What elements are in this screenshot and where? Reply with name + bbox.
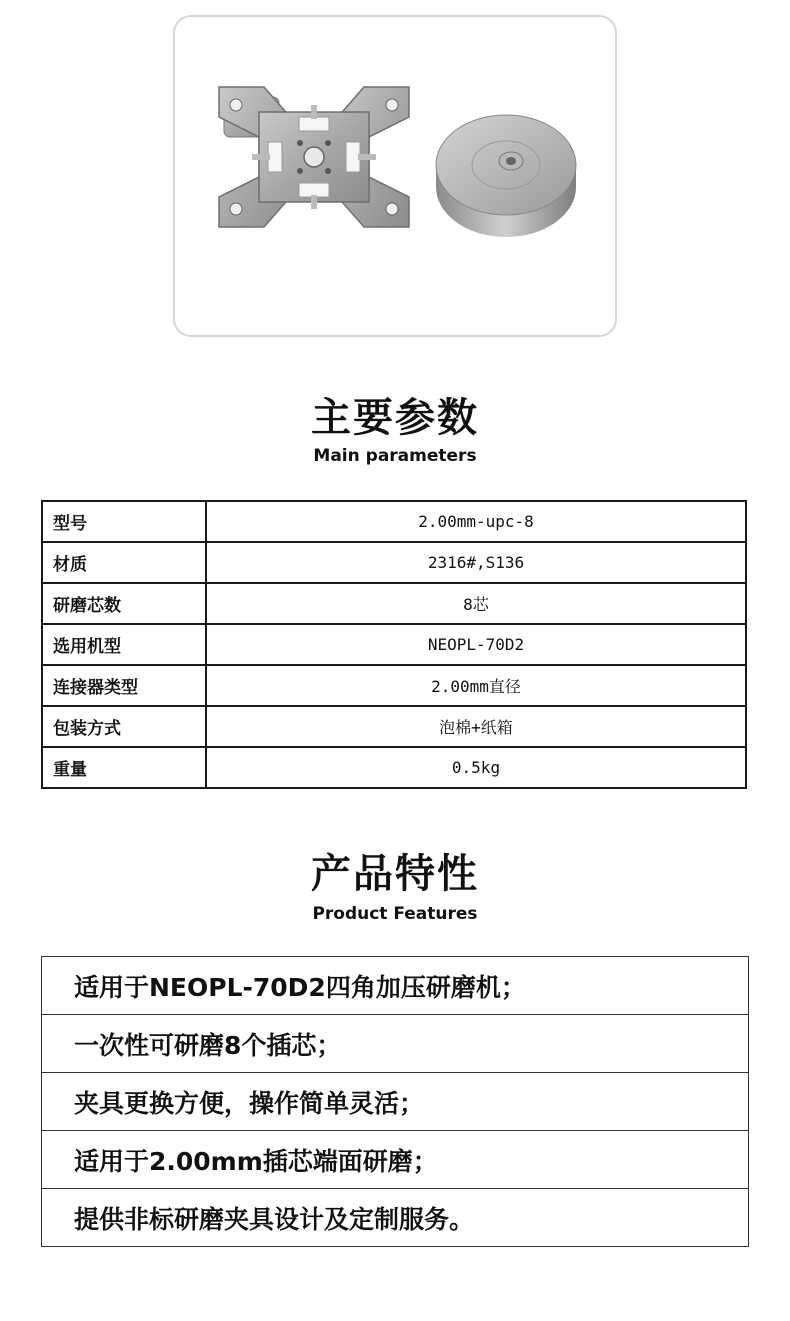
param-value: 2316#,S136	[206, 542, 746, 583]
param-value: 泡棉+纸箱	[206, 706, 746, 747]
table-row	[42, 706, 746, 747]
param-label: 选用机型	[42, 624, 206, 665]
polishing-fixture	[219, 87, 409, 227]
table-row	[42, 665, 746, 706]
product-photo	[175, 17, 615, 335]
list-item	[42, 1073, 749, 1131]
param-label: 连接器类型	[42, 665, 206, 706]
parameters-table	[41, 500, 747, 789]
param-value: NEOPL-70D2	[206, 624, 746, 665]
feature-text: 适用于2.00mm插芯端面研磨；	[42, 1131, 749, 1189]
feature-text: 适用于NEOPL-70D2四角加压研磨机；	[42, 957, 749, 1015]
param-value: 8芯	[206, 583, 746, 624]
list-item	[42, 1189, 749, 1247]
product-photo-card	[173, 15, 617, 337]
param-label: 材质	[42, 542, 206, 583]
product-features-title-en: Product Features	[312, 904, 478, 924]
param-value: 2.00mm-upc-8	[206, 501, 746, 542]
feature-text: 夹具更换方便，操作简单灵活；	[42, 1073, 749, 1131]
list-item	[42, 957, 749, 1015]
features-table	[41, 956, 749, 1247]
param-label: 重量	[42, 747, 206, 788]
param-value: 2.00mm直径	[206, 665, 746, 706]
param-value: 0.5kg	[206, 747, 746, 788]
list-item	[42, 1131, 749, 1189]
table-row	[42, 583, 746, 624]
param-label: 型号	[42, 501, 206, 542]
list-item	[42, 1015, 749, 1073]
table-row	[42, 542, 746, 583]
table-row	[42, 501, 746, 542]
feature-text: 一次性可研磨8个插芯；	[42, 1015, 749, 1073]
param-label: 包装方式	[42, 706, 206, 747]
table-row	[42, 624, 746, 665]
param-label: 研磨芯数	[42, 583, 206, 624]
product-features-title-cn: 产品特性	[311, 851, 479, 897]
polishing-disc	[436, 115, 576, 237]
main-parameters-title-en: Main parameters	[313, 446, 477, 466]
main-parameters-title-cn: 主要参数	[311, 395, 479, 441]
feature-text: 提供非标研磨夹具设计及定制服务。	[42, 1189, 749, 1247]
table-row	[42, 747, 746, 788]
